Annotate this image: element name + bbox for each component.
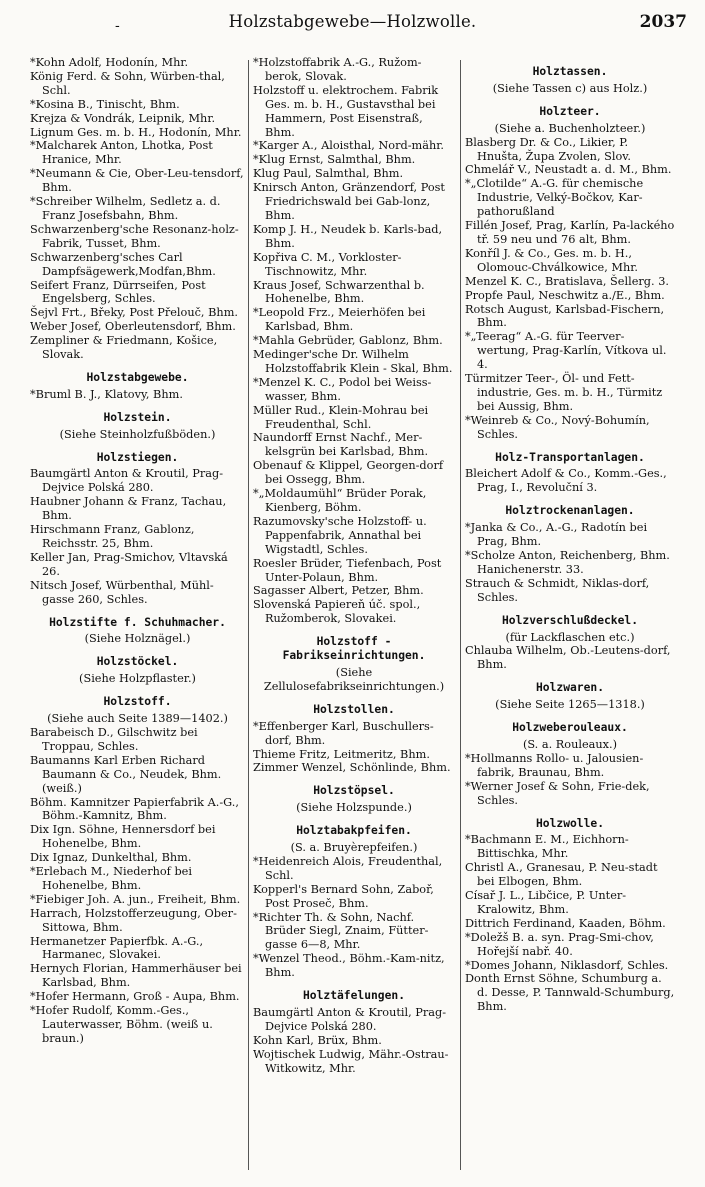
directory-entry: Hernych Florian, Hammerhäuser bei Karlsbad, Bhm. [30,962,242,990]
page-title: Holzstabgewebe—Holzwolle. [228,12,477,31]
directory-entry: *Fiebiger Joh. A. jun., Freiheit, Bhm. [30,892,241,906]
directory-entry: König Ferd. & Sohn, Würben-thal, Schl. [30,69,225,97]
directory-entry: *Bruml B. J., Klatovy, Bhm. [30,387,183,401]
cross-reference-note: (Siehe Holzpflaster.) [79,672,196,686]
section-heading: Holzverschlußdeckel. [501,613,639,627]
directory-entry: *Heidenreich Alois, Freudenthal, Schl. [253,854,443,882]
directory-entry: Knirsch Anton, Gränzendorf, Post Friedrichswald bei Gab-lonz, Bhm. [253,181,445,222]
section-heading: Holzweberouleaux. [512,721,628,735]
directory-entry: Türmitzer Teer-, Öl- und Fett-industrie, Ges. m. b. H., Türmitz bei Aussig, Bhm. [465,372,663,413]
section-heading: Holzstifte f. Schuhmacher. [49,615,226,629]
cross-reference-note: (für Lackflaschen etc.) [505,630,635,644]
directory-entry: Šejvl Frt., Břeky, Post Přelouč, Bhm. [30,306,238,320]
directory-entry: Chlauba Wilhelm, Ob.-Leutens-dorf, Bhm. [465,644,671,672]
directory-entry: Kopperl's Bernard Sohn, Zaboř, Post Proseč, Bhm. [253,882,434,910]
directory-entry: *Mahla Gebrüder, Gablonz, Bhm. [253,334,443,348]
directory-entry: Naundorff Ernst Nachf., Mer-kelsgrün bei Karlsbad, Bhm. [253,431,429,459]
page-number: 2037 [639,12,687,32]
directory-entry: Harrach, Holzstofferzeugung, Ober-Sittowa, Bhm. [30,906,237,934]
directory-entry: Strauch & Schmidt, Niklas-dorf, Schles. [465,576,650,604]
section-heading: Holztäfelungen. [302,989,406,1003]
cross-reference-note: (Siehe Zellulosefabrikseinrichtungen.) [263,665,445,693]
directory-entry: Böhm. Kamnitzer Papierfabrik A.-G., Böhm.-Kamnitz, Bhm. [30,795,239,823]
section-heading: Holzstein. [103,410,172,424]
directory-entry: Holzstoff u. elektrochem. Fabrik Ges. m. b. H., Gustavsthal bei Hammern, Post Eisenstraß, Bhm. [253,83,439,139]
directory-entry: *Neumann & Cie, Ober-Leu-tensdorf, Bhm. [30,167,244,195]
directory-entry: Weber Josef, Oberleutensdorf, Bhm. [30,320,236,334]
directory-entry: Konříl J. & Co., Ges. m. b. H., Olomouc-Chválkowice, Mhr. [465,246,638,274]
directory-entry: Baumgärtl Anton & Kroutil, Prag-Dejvice Polská 280. [253,1006,447,1033]
directory-entry: *Doležš B. a. syn. Prag-Smi-chov, Hořejší nabř. 40. [465,930,654,958]
column-1 [30,56,245,1176]
cross-reference-note: (Siehe Holzspunde.) [296,801,412,815]
section-heading: Holztabakpfeifen. [296,824,412,838]
section-heading: Holzstoff - Fabrikseinrichtungen. [282,635,426,663]
directory-entry: Menzel K. C., Bratislava, Šellerg. 3. [465,274,669,288]
cross-reference-note: (Siehe Tassen c) aus Holz.) [492,81,648,95]
directory-entry: Blasberg Dr. & Co., Likier, P. Hnušta, Župa Zvolen, Slov. [465,135,631,163]
directory-entry: *Werner Josef & Sohn, Frie-dek, Schles. [465,779,650,807]
header-mark: - [115,18,120,34]
section-heading: Holzwolle. [535,816,604,830]
directory-entry: Seifert Franz, Dürrseifen, Post Engelsberg, Schles. [30,278,206,306]
directory-entry: Kraus Josef, Schwarzenthal b. Hohenelbe, Bhm. [253,278,425,306]
cross-reference-note: (Siehe auch Seite 1389—1402.) [47,712,228,726]
directory-entry: Dix Ignaz, Dunkelthal, Bhm. [30,851,192,865]
directory-entry: *Richter Th. & Sohn, Nachf. Brüder Siegl, Znaim, Fütter-gasse 6—8, Mhr. [253,910,429,952]
directory-entry: Donth Ernst Söhne, Schumburg a. d. Desse, P. Tannwald-Schumburg, Bhm. [465,972,675,1014]
directory-entry: *Scholze Anton, Reichenberg, Bhm. Hanichenerstr. 33. [465,549,670,576]
directory-entry: Haubner Johann & Franz, Tachau, Bhm. [30,495,227,523]
directory-entry: Medinger'sche Dr. Wilhelm Holzstoffabrik Klein - Skal, Bhm. [253,348,453,375]
directory-columns [0,56,705,1176]
directory-entry: *Janka & Co., A.-G., Radotín bei Prag, Bhm. [465,521,648,549]
section-heading: Holzstabgewebe. [86,370,189,384]
directory-entry: Barabeisch D., Gilschwitz bei Troppau, Schles. [30,725,198,753]
directory-entry: *Schreiber Wilhelm, Sedletz a. d. Franz Josefsbahn, Bhm. [30,195,221,222]
directory-entry: Klug Paul, Salmthal, Bhm. [253,167,404,181]
directory-entry: Kohn Karl, Brüx, Bhm. [253,1033,382,1047]
directory-entry: Slovenská Papiereň úč. spol., Ružomberok, Slovakei. [253,598,421,626]
directory-entry: Krejza & Vondrák, Leipnik, Mhr. [30,111,216,125]
directory-entry: Christl A., Granesau, P. Neu-stadt bei Elbogen, Bhm. [465,861,658,889]
directory-entry: *Effenberger Karl, Buschullers-dorf, Bhm. [253,719,434,747]
cross-reference-note: (S. a. Rouleaux.) [522,737,618,751]
directory-entry: Dittrich Ferdinand, Kaaden, Böhm. [465,916,666,930]
cross-reference-note: (Siehe a. Buchenholzteer.) [494,121,646,135]
section-heading: Holzteer. [539,104,601,118]
directory-entry: *Menzel K. C., Podol bei Weiss-wasser, Bhm. [253,375,432,403]
directory-entry: *„Moldaumühl“ Brüder Porak, Kienberg, Böhm. [253,487,427,514]
directory-entry: *Hofer Hermann, Groß - Aupa, Bhm. [30,990,240,1004]
directory-entry: Lignum Ges. m. b. H., Hodonín, Mhr. [30,125,242,139]
column-2 [253,56,455,1176]
section-heading: Holzstöpsel. [313,784,395,798]
directory-entry: Komp J. H., Neudek b. Karls-bad, Bhm. [253,222,443,250]
directory-entry: Zempliner & Friedmann, Košice, Slovak. [30,334,218,362]
directory-entry: *Karger A., Aloisthal, Nord-mähr. [253,139,444,153]
cross-reference-note: (Siehe Steinholzfußböden.) [59,427,216,441]
directory-entry: Wojtischek Ludwig, Mähr.-Ostrau-Witkowitz, Mhr. [253,1047,449,1075]
directory-entry: Razumovsky'sche Holzstoff- u. Pappenfabrik, Annathal bei Wigstadtl, Schles. [253,514,427,556]
directory-entry: *Klug Ernst, Salmthal, Bhm. [253,153,416,167]
directory-entry: Obenauf & Klippel, Georgen-dorf bei Ossegg, Bhm. [253,459,444,487]
directory-entry: *Holzstoffabrik A.-G., Ružom-berok, Slovak. [253,56,422,83]
directory-entry: Nitsch Josef, Würbenthal, Mühl-gasse 260, Schles. [30,578,214,606]
directory-entry: *Hofer Rudolf, Komm.-Ges., Lauterwasser, Böhm. (weiß u. braun.) [30,1004,213,1045]
directory-entry: *„Teerag“ A.-G. für Teerver-wertung, Prag-Karlín, Vítkova ul. 4. [465,330,667,372]
directory-entry: *Weinreb & Co., Nový-Bohumín, Schles. [465,413,650,441]
section-heading: Holzwaren. [535,681,604,695]
section-heading: Holzstoff. [103,695,172,709]
directory-entry: Baumanns Karl Erben Richard Baumann & Co., Neudek, Bhm. (weiß.) [30,753,222,795]
section-heading: Holzstöckel. [96,655,179,669]
directory-entry: Schwarzenberg'sches Carl Dampfsägewerk,Modfan,Bhm. [30,250,216,278]
directory-entry: Roesler Brüder, Tiefenbach, Post Unter-Polaun, Bhm. [253,556,442,584]
section-heading: Holz-Transportanlagen. [495,450,645,464]
section-heading: Holzstiegen. [96,450,179,464]
directory-entry: *Malcharek Anton, Lhotka, Post Hranice, Mhr. [30,139,213,167]
directory-entry: Propfe Paul, Neschwitz a./E., Bhm. [465,288,665,302]
directory-entry: *Domes Johann, Niklasdorf, Schles. [465,958,669,972]
directory-entry: Zimmer Wenzel, Schönlinde, Bhm. [253,761,451,775]
directory-entry: Hirschmann Franz, Gablonz, Reichsstr. 25, Bhm. [30,523,195,550]
directory-entry: Thieme Fritz, Leitmeritz, Bhm. [253,747,430,761]
directory-entry: Rotsch August, Karlsbad-Fischern, Bhm. [465,302,665,330]
directory-entry: Hermanetzer Papierfbk. A.-G., Harmanec, Slovakei. [30,934,204,962]
directory-entry: Kopřiva C. M., Vorkloster-Tischnowitz, Mhr. [253,250,402,278]
directory-entry: Baumgärtl Anton & Kroutil, Prag-Dejvice Polská 280. [30,467,224,495]
directory-entry: Dix Ign. Söhne, Hennersdorf bei Hohenelbe, Bhm. [30,823,216,851]
directory-entry: *Erlebach M., Niederhof bei Hohenelbe, Bhm. [30,865,192,892]
directory-entry: *Kosina B., Tinischt, Bhm. [30,97,180,111]
section-heading: Holzstollen. [313,702,395,716]
directory-entry: Fillén Josef, Prag, Karlín, Pa-lackého tř. 59 neu und 76 alt, Bhm. [465,219,675,246]
directory-entry: Sagasser Albert, Petzer, Bhm. [253,584,424,598]
directory-entry: *Wenzel Theod., Böhm.-Kam-nitz, Bhm. [253,952,445,980]
directory-entry: Müller Rud., Klein-Mohrau bei Freudenthal, Schl. [253,403,429,431]
page-header [0,8,705,42]
section-heading: Holztassen. [532,65,608,78]
cross-reference-note: (Siehe Holznägel.) [84,632,191,646]
cross-reference-note: (Siehe Seite 1265—1318.) [495,698,645,712]
directory-entry: *Kohn Adolf, Hodonín, Mhr. [30,56,189,69]
directory-entry: *Leopold Frz., Meierhöfen bei Karlsbad, Bhm. [253,306,426,334]
directory-entry: Keller Jan, Prag-Smichov, Vltavská 26. [30,550,228,578]
directory-entry: Císař J. L., Libčice, P. Unter-Kralowitz, Bhm. [465,889,627,916]
directory-entry: Chmelář V., Neustadt a. d. M., Bhm. [465,163,672,177]
directory-entry: *Hollmanns Rollo- u. Jalousien-fabrik, Braunau, Bhm. [465,751,644,779]
directory-entry: *„Clotilde“ A.-G. für chemische Industrie, Velký-Bočkov, Kar-pathorußland [465,177,644,219]
directory-entry: *Bachmann E. M., Eichhorn-Bittischka, Mhr. [465,833,629,861]
directory-entry: Schwarzenberg'sche Resonanz-holz-Fabrik, Tusset, Bhm. [30,222,239,250]
directory-entry: Bleichert Adolf & Co., Komm.-Ges., Prag, I., Revoluční 3. [465,467,667,495]
section-heading: Holztrockenanlagen. [505,504,635,518]
column-3 [465,56,675,1176]
cross-reference-note: (S. a. Bruyèrepfeifen.) [290,841,418,855]
